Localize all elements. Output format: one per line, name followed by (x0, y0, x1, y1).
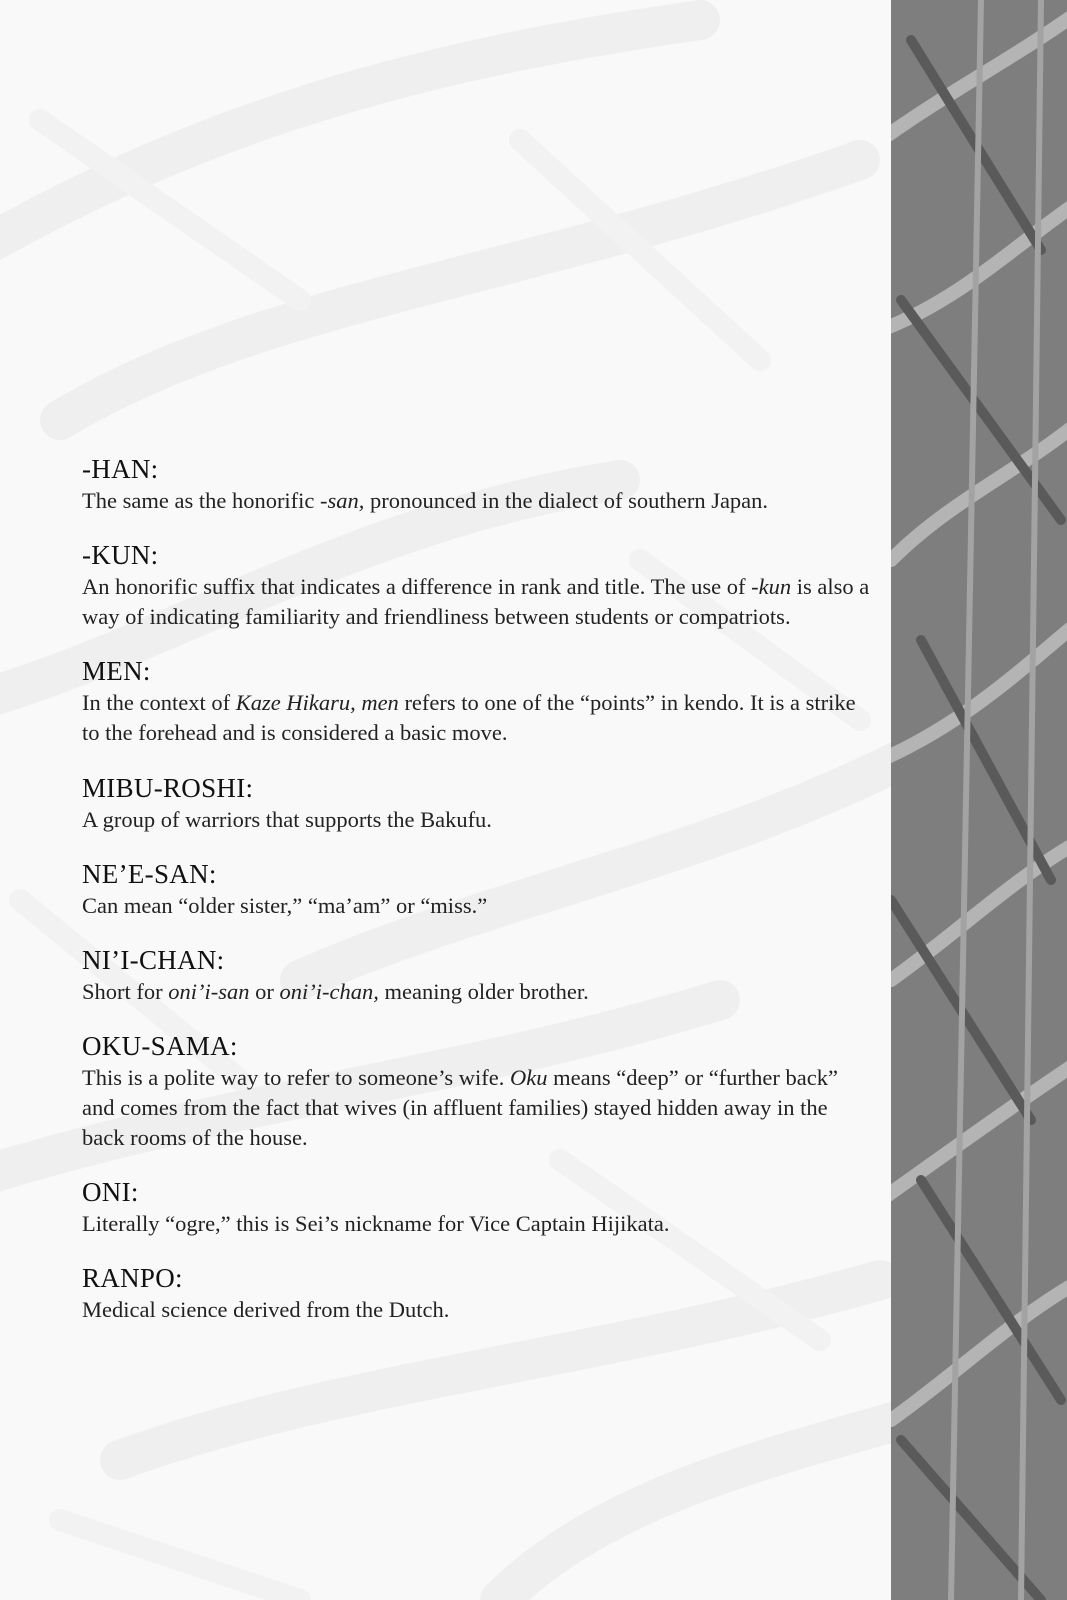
glossary-entry (82, 943, 872, 1007)
glossary-definition: The same as the honorific -san, pronounced in the dialect of southern Japan. (82, 488, 769, 513)
glossary-entry (82, 452, 872, 516)
glossary-term: MIBU-ROSHI: (82, 773, 254, 803)
glossary-definition: Can mean “older sister,” “ma’am” or “miss.” (82, 893, 488, 918)
italic-term: oni’i-chan, (279, 979, 379, 1004)
glossary-term: -HAN: (82, 454, 159, 484)
glossary-term: OKU-SAMA: (82, 1031, 238, 1061)
glossary-entry (82, 654, 872, 748)
glossary-definition: This is a polite way to refer to someone’s wife. Oku means “deep” or “further back” and comes from the fact that wives (in affluent families) stayed hidden away in the back rooms of the house. (82, 1065, 838, 1150)
glossary-definition: An honorific suffix that indicates a difference in rank and title. The use of -kun is also a way of indicating familiarity and friendliness between students or compatriots. (82, 574, 870, 629)
italic-term: Kaze Hikaru, men (235, 690, 399, 715)
glossary-term: MEN: (82, 656, 151, 686)
glossary-entry (82, 857, 872, 921)
glossary-definition: A group of warriors that supports the Bakufu. (82, 807, 492, 832)
glossary-term: NE’E-SAN: (82, 859, 217, 889)
italic-term: -kun (751, 574, 792, 599)
glossary-definition: Medical science derived from the Dutch. (82, 1297, 450, 1322)
glossary-term: NI’I-CHAN: (82, 945, 225, 975)
glossary-entry (82, 771, 872, 835)
bamboo-leaf-pattern (891, 0, 1067, 1600)
glossary-term: ONI: (82, 1177, 139, 1207)
glossary-definition: Short for oni’i-san or oni’i-chan, meaning older brother. (82, 979, 589, 1004)
glossary-entry (82, 538, 872, 632)
glossary-entry (82, 1029, 872, 1153)
glossary-entry (82, 1261, 872, 1325)
glossary-entry (82, 1175, 872, 1239)
italic-term: -san, (320, 488, 365, 513)
italic-term: oni’i-san (168, 979, 250, 1004)
glossary-definition: Literally “ogre,” this is Sei’s nickname for Vice Captain Hijikata. (82, 1211, 670, 1236)
glossary-list (82, 452, 872, 1325)
italic-term: Oku (510, 1065, 548, 1090)
glossary-definition: In the context of Kaze Hikaru, men refers to one of the “points” in kendo. It is a strike to the forehead and is considered a basic move. (82, 690, 856, 745)
glossary-term: -KUN: (82, 540, 159, 570)
decorative-side-strip (891, 0, 1067, 1600)
glossary-term: RANPO: (82, 1263, 183, 1293)
